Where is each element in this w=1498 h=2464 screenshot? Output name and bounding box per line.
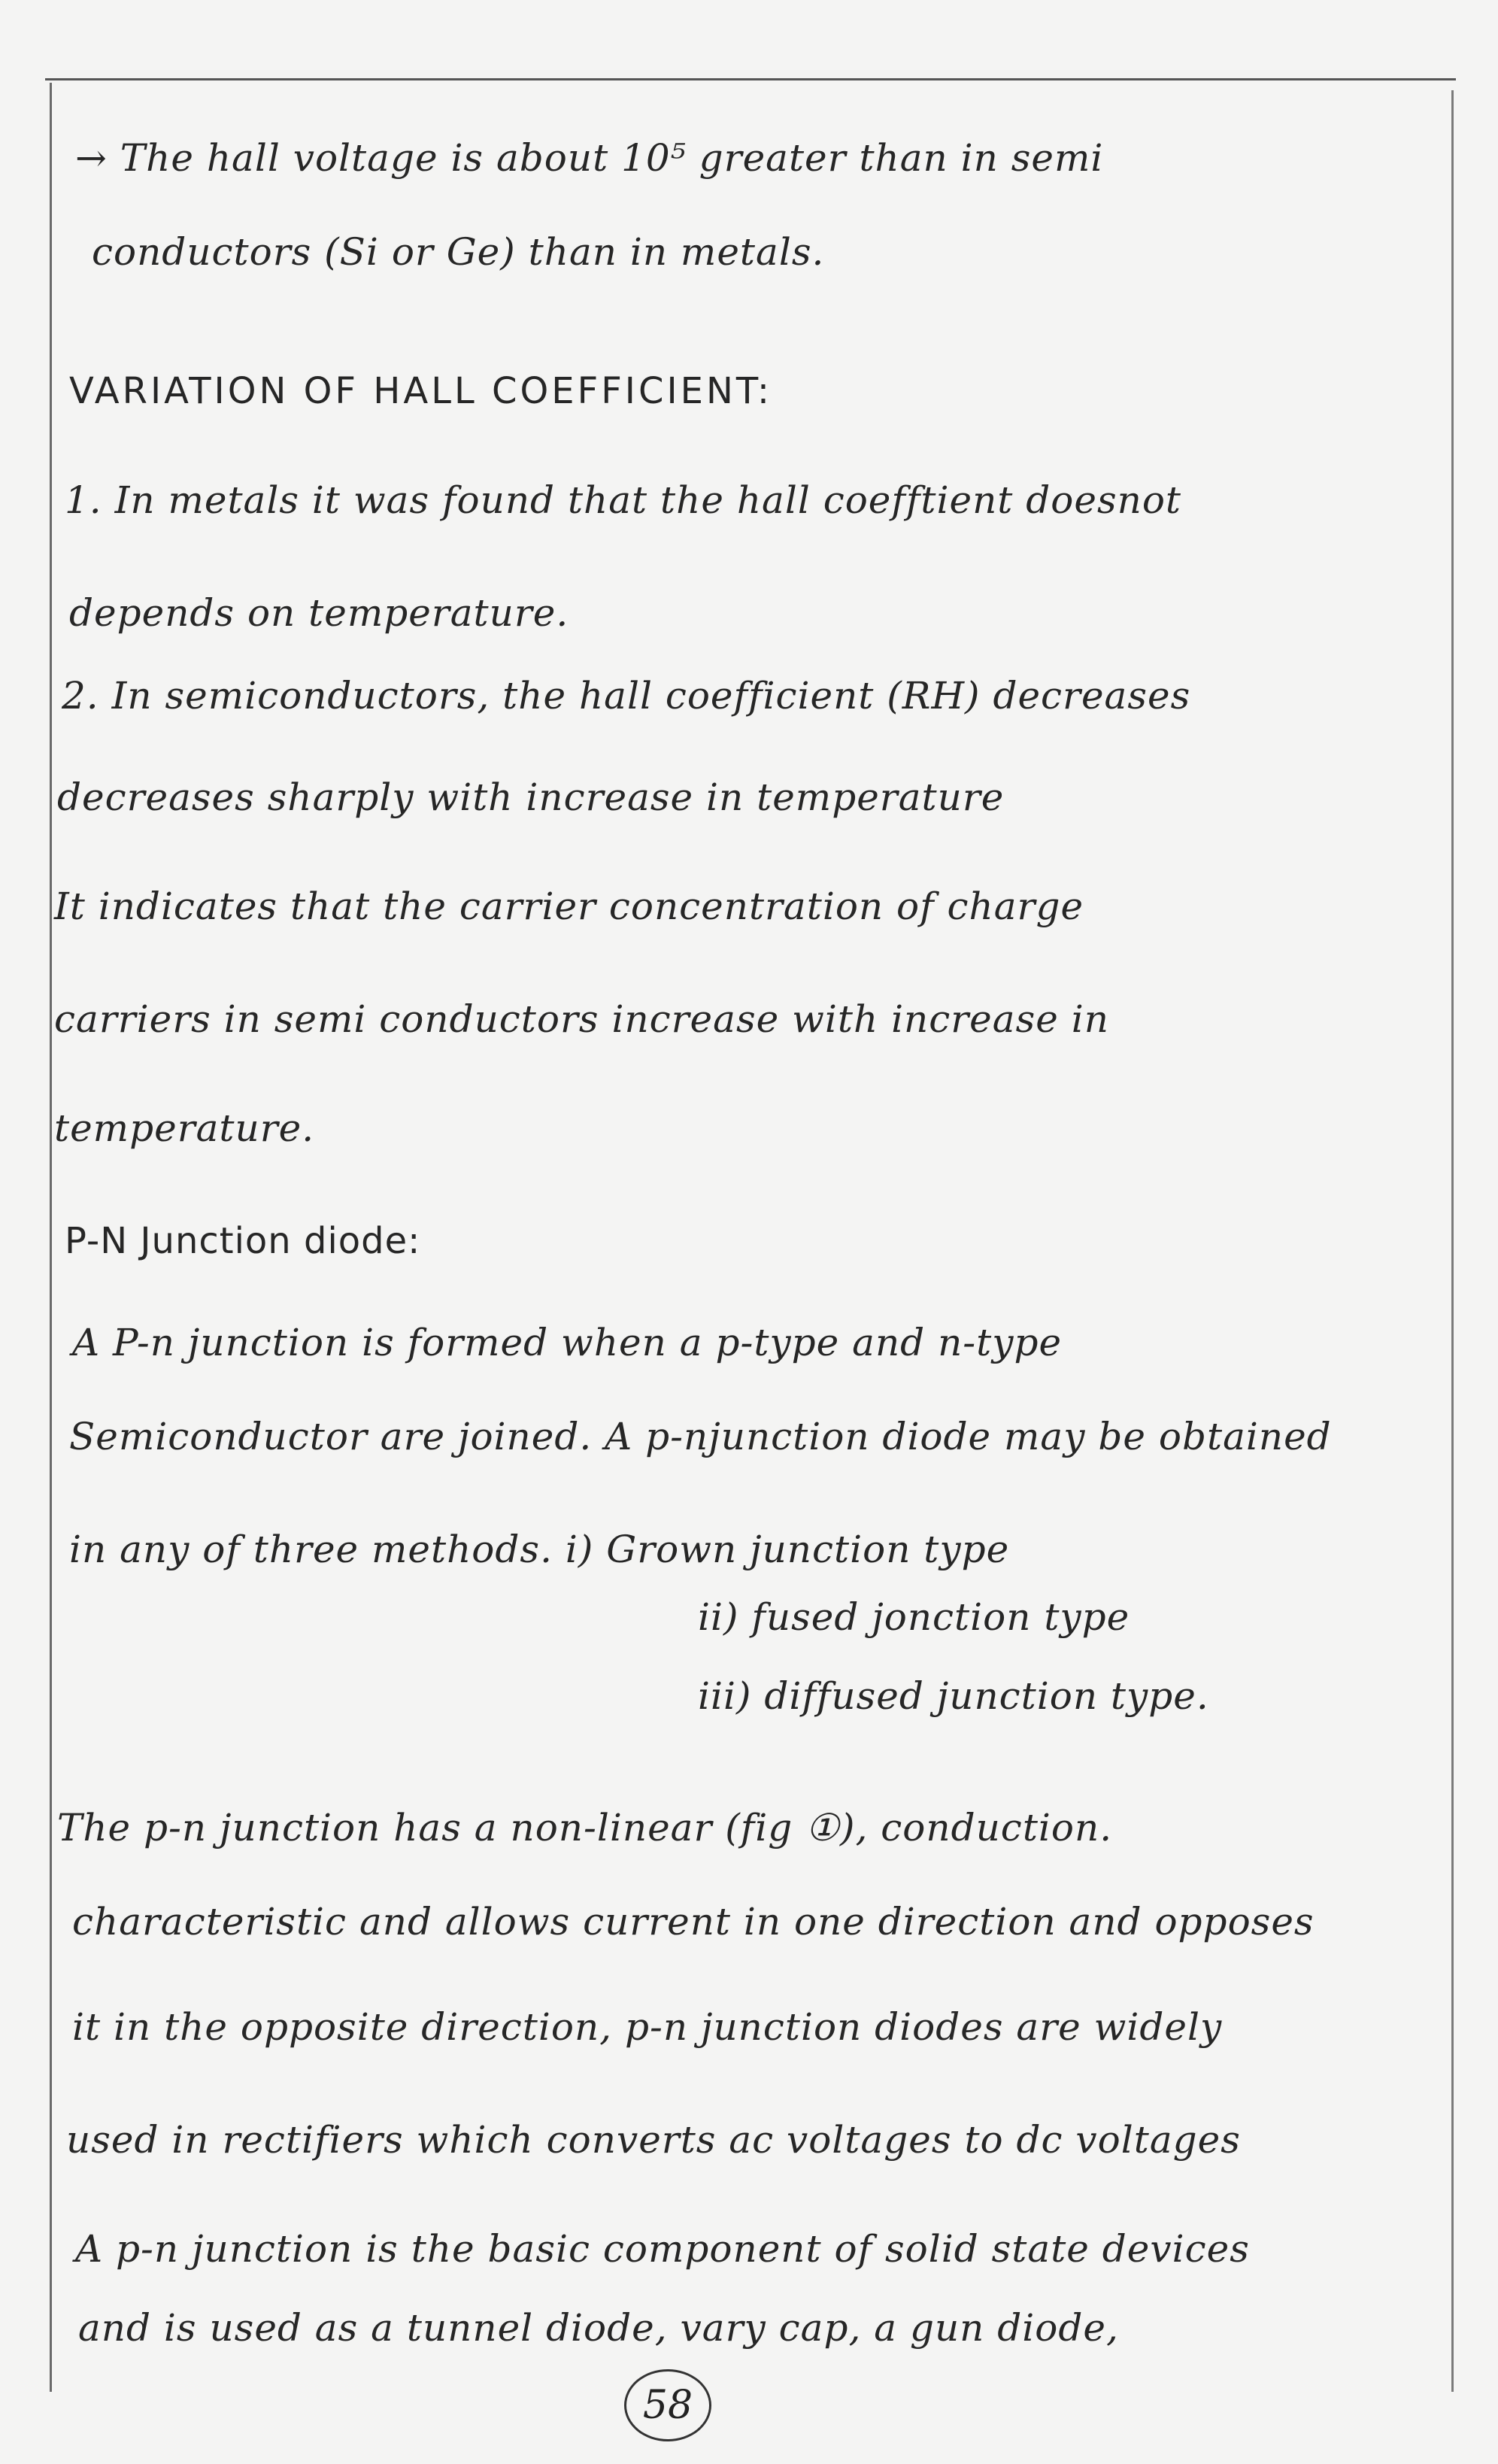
text-line: it in the opposite direction, p-n junction diodes are widely [72,2005,1223,2049]
text-line: A p-n junction is the basic component of solid state devices [75,2227,1250,2271]
text-line: conductors (Si or Ge) than in metals. [92,230,825,274]
text-line: A P-n junction is formed when a p-type and n-type [72,1321,1063,1364]
text-line: used in rectifiers which converts ac voltages to dc voltages [66,2118,1241,2162]
page-number: 58 [624,2369,711,2441]
text-line: and is used as a tunnel diode, vary cap, a gun diode, [78,2306,1119,2350]
text-line: 2. In semiconductors, the hall coefficient (RH) decreases [62,674,1191,718]
top-rule [45,78,1456,80]
left-margin-line [50,83,52,2392]
text-line: It indicates that the carrier concentration of charge [54,885,1084,928]
text-line: → The hall voltage is about 10⁵ greater than in semi [75,136,1104,180]
text-line: iii) diffused junction type. [698,1674,1209,1718]
section-heading: VARIATION OF HALL COEFFICIENT: [69,370,773,412]
text-line: temperature. [54,1106,315,1150]
section-heading: P-N Junction diode: [65,1220,421,1262]
text-line: The p-n junction has a non-linear (fig ①), conduction. [57,1806,1113,1850]
text-line: Semiconductor are joined. A p-njunction diode may be obtained [69,1415,1332,1458]
text-line: carriers in semi conductors increase with increase in [54,997,1109,1041]
text-line: depends on temperature. [69,591,569,635]
text-line: ii) fused jonction type [698,1595,1130,1639]
right-margin-line [1451,90,1454,2392]
text-line: in any of three methods. i) Grown junction type [69,1528,1010,1571]
text-line: decreases sharply with increase in temperature [57,775,1005,819]
text-line: characteristic and allows current in one direction and opposes [72,1900,1315,1944]
text-line: 1. In metals it was found that the hall coefftient doesnot [65,478,1182,522]
